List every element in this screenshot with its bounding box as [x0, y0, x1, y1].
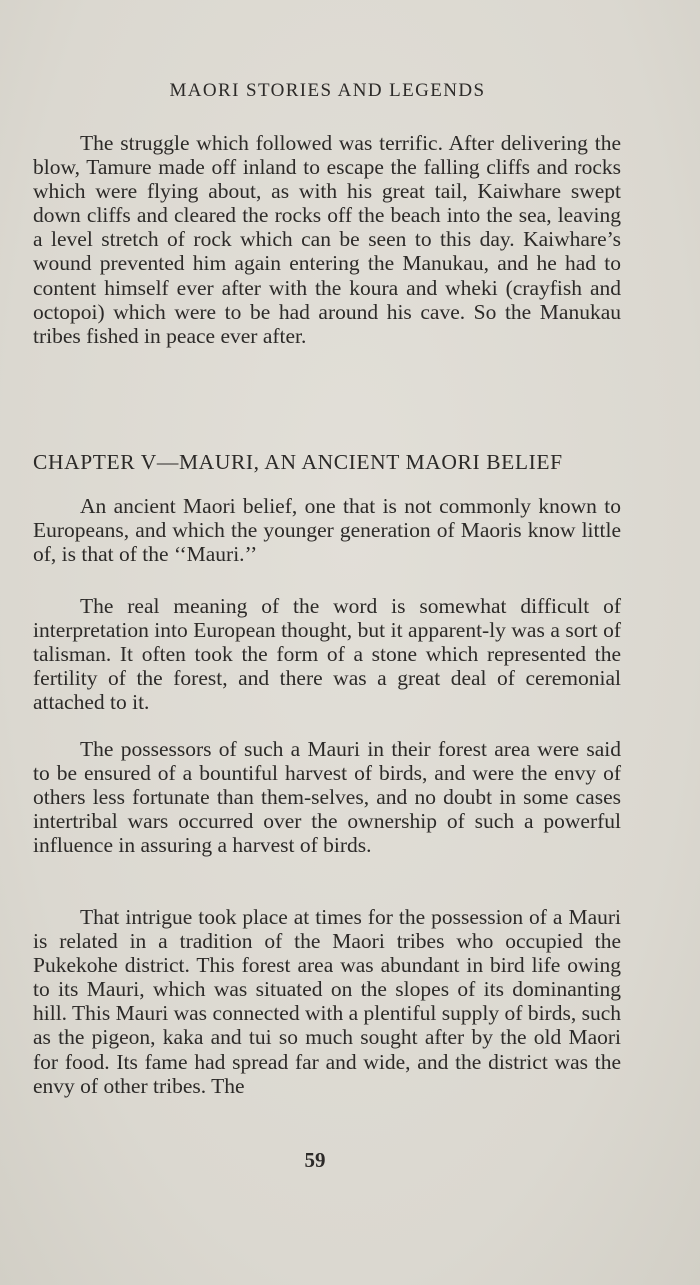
running-head: MAORI STORIES AND LEGENDS — [169, 80, 486, 101]
paragraph-intrigue — [33, 905, 621, 1098]
paragraph-text: The struggle which followed was terrific. After delivering the blow, Tamure made off inland to escape the falling cliffs and rocks which were flying about, as with his great tail, Kaiwhare swept down cliffs and cleared the rocks off the beach into the sea, leaving a level stretch of rock which can be seen to this day. Kaiwhare’s wound prevented him again entering the Manukau, and he had to content himself ever after with the koura and wheki (crayfish and octopoi) which were to be had around his cave. So the Manukau tribes fished in peace ever after. — [33, 131, 621, 348]
chapter-heading: CHAPTER V—MAURI, AN ANCIENT MAORI BELIEF — [33, 450, 563, 474]
paragraph-text: An ancient Maori belief, one that is not commonly known to Europeans, and which the younger generation of Maoris know little of, is that of the ‘‘Mauri.’’ — [33, 494, 621, 567]
page-number: 59 — [304, 1148, 326, 1172]
paragraph-ancient-belief — [33, 494, 621, 566]
paragraph-meaning — [33, 594, 621, 714]
paragraph-text: The possessors of such a Mauri in their forest area were said to be ensured of a bountiful harvest of birds, and were the envy of others less fortunate than them-selves, and no doubt in some cases intertribal wars occurred over the ownership of such a powerful influence in assuring a harvest of birds. — [33, 737, 621, 858]
paragraph-text: The real meaning of the word is somewhat difficult of interpretation into European thought, but it apparent-ly was a sort of talisman. It often took the form of a stone which represented the fertility of the forest, and there was a great deal of ceremonial attached to it. — [33, 594, 621, 715]
paragraph-possessors — [33, 737, 621, 857]
paragraph-struggle — [33, 131, 621, 348]
paragraph-text: That intrigue took place at times for the possession of a Mauri is related in a tradition of the Maori tribes who occupied the Pukekohe district. This forest area was abundant in bird life owing to its Mauri, which was situated on the slopes of its dominanting hill. This Mauri was connected with a plentiful supply of birds, such as the pigeon, kaka and tui so much sought after by the old Maori for food. Its fame had spread far and wide, and the district was the envy of other tribes. The — [33, 905, 621, 1098]
